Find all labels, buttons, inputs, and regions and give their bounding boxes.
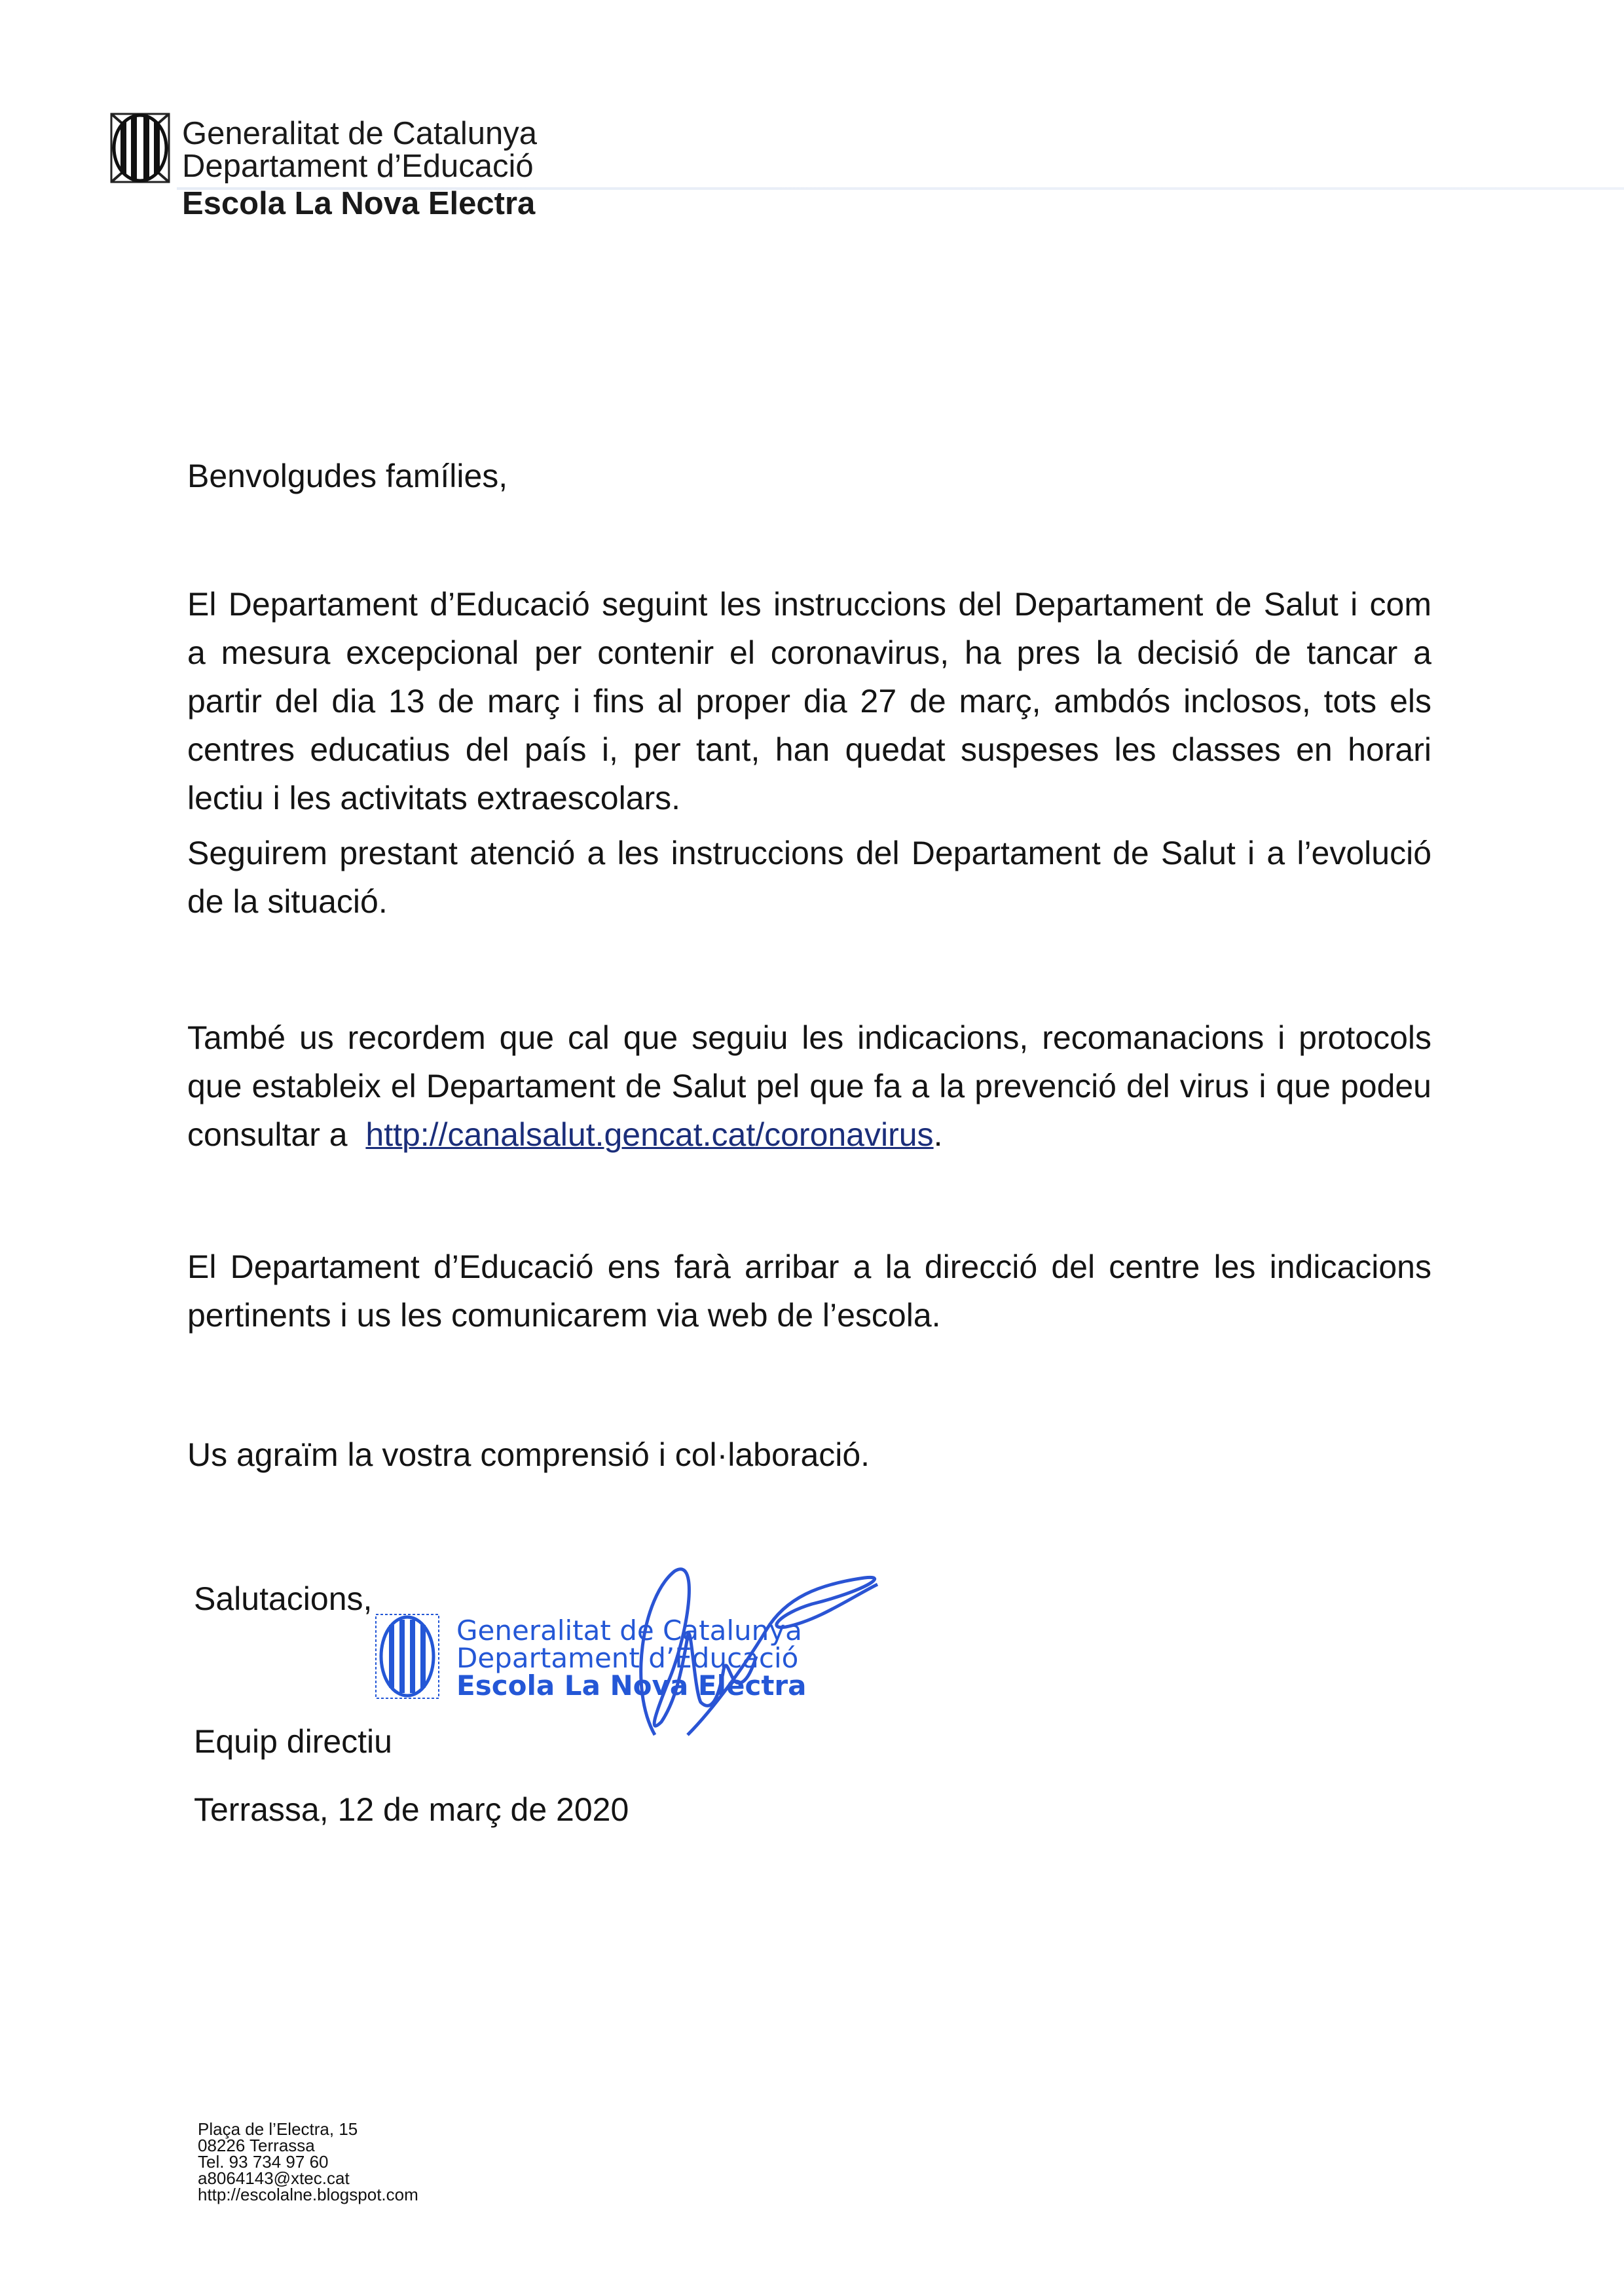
canalsalut-link[interactable]: http://canalsalut.gencat.cat/coronavirus — [365, 1116, 934, 1153]
signatory: Equip directiu — [194, 1723, 392, 1760]
generalitat-shield-icon — [110, 113, 170, 183]
footer-address: Plaça de l’Electra, 15 — [198, 2119, 358, 2139]
paragraph-closure-notice — [187, 580, 1431, 822]
paragraph-line: lectiu i les activitats extraescolars. — [187, 780, 681, 816]
paragraph-line: També us recordem que cal que seguiu les indicacions, recomanacions i protocols — [187, 1019, 1431, 1056]
closing: Salutacions, — [194, 1580, 373, 1617]
paragraph-line: a mesura excepcional per contenir el coronavirus, ha pres la decisió de tancar a — [187, 634, 1431, 671]
stamp-shield-icon — [375, 1613, 440, 1700]
greeting: Benvolgudes famílies, — [187, 458, 508, 494]
stamp-school: Escola La Nova Electra — [456, 1669, 807, 1702]
letterhead-government: Generalitat de Catalunya — [182, 116, 538, 151]
consult-suffix: . — [933, 1116, 943, 1153]
paragraph-line — [187, 1110, 1431, 1159]
paragraph-line: que estableix el Departament de Salut pel que fa a la prevenció del virus i que podeu — [187, 1068, 1431, 1104]
stamp-government: Generalitat de Catalunya — [456, 1614, 802, 1647]
paragraph-line: El Departament d’Educació seguint les instruccions del Departament de Salut i com — [187, 586, 1431, 623]
paragraph-line: de la situació. — [187, 883, 388, 920]
consult-prefix: consultar a — [187, 1116, 357, 1153]
paragraph-line: El Departament d’Educació ens farà arribar a la direcció del centre les indicacions — [187, 1248, 1431, 1285]
footer-website: http://escolalne.blogspot.com — [198, 2185, 418, 2204]
paragraph-follow-up — [187, 829, 1431, 926]
paragraph-communication — [187, 1243, 1431, 1339]
paragraph-line: centres educatius del país i, per tant, han quedat suspeses les classes en horari — [187, 731, 1431, 768]
paragraph-health-guidance — [187, 1013, 1431, 1159]
footer-contact — [198, 2121, 418, 2203]
letterhead-department: Departament d’Educació — [182, 149, 534, 184]
letterhead-school: Escola La Nova Electra — [182, 186, 536, 221]
paragraph-line: partir del dia 13 de març i fins al proper dia 27 de març, ambdós inclosos, tots els — [187, 683, 1431, 720]
handwritten-signature — [589, 1558, 891, 1741]
footer-phone: Tel. 93 734 97 60 — [198, 2152, 329, 2172]
paragraph-line: pertinents i us les comunicarem via web de l’escola. — [187, 1297, 941, 1334]
paragraph-thanks: Us agraïm la vostra comprensió i col·laboració. — [187, 1436, 870, 1473]
stamp-department: Departament d’Educació — [456, 1642, 799, 1674]
paragraph-line: Seguirem prestant atenció a les instruccions del Departament de Salut i a l’evolució — [187, 835, 1431, 871]
place-date: Terrassa, 12 de març de 2020 — [194, 1791, 629, 1828]
footer-postal: 08226 Terrassa — [198, 2136, 315, 2155]
footer-email: a8064143@xtec.cat — [198, 2168, 350, 2188]
